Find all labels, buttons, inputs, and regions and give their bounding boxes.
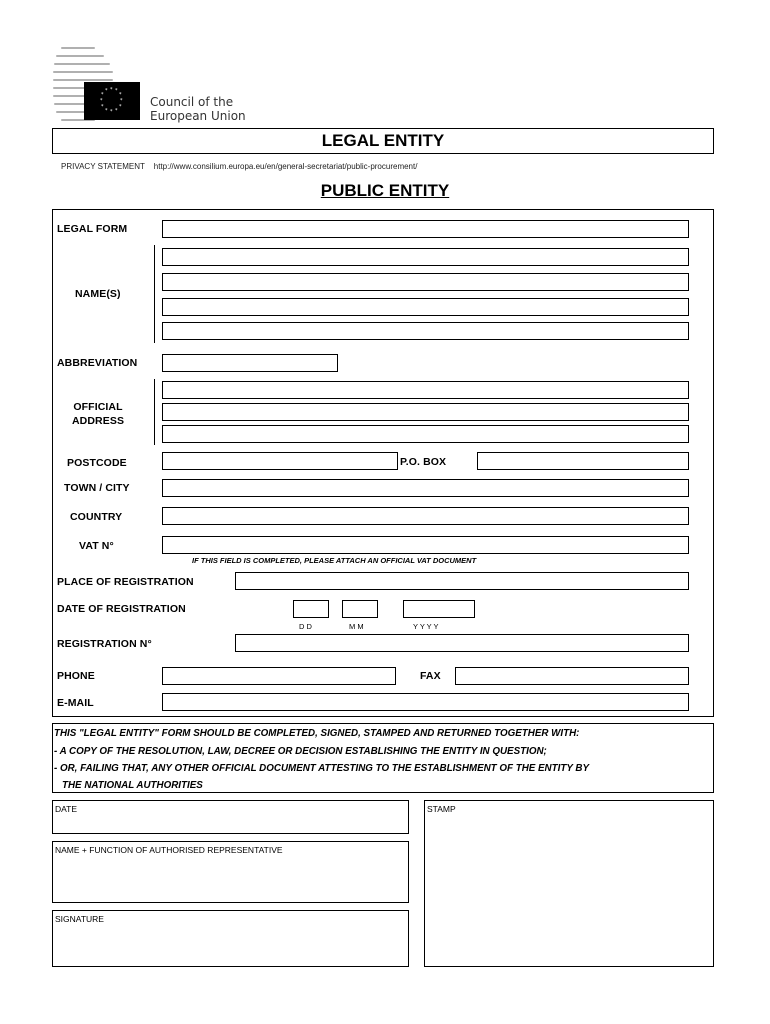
svg-text:*: *: [115, 108, 118, 114]
svg-text:*: *: [100, 98, 103, 104]
privacy-url-link[interactable]: http://www.consilium.europa.eu/en/general-secretariat/public-procurement/: [153, 162, 418, 171]
authorised-representative-box[interactable]: [52, 841, 409, 903]
vat-note: IF THIS FIELD IS COMPLETED, PLEASE ATTACH AN OFFICIAL VAT DOCUMENT: [192, 556, 477, 565]
registration-number-field[interactable]: [235, 634, 689, 652]
svg-text:*: *: [105, 88, 108, 94]
svg-text:*: *: [119, 104, 122, 110]
place-of-registration-field[interactable]: [235, 572, 689, 590]
signature-box-label: SIGNATURE: [55, 914, 104, 924]
phone-field[interactable]: [162, 667, 396, 685]
fax-field[interactable]: [455, 667, 689, 685]
email-field[interactable]: [162, 693, 689, 711]
authorised-representative-label: NAME + FUNCTION OF AUTHORISED REPRESENTATIVE: [55, 845, 283, 855]
registration-day-field[interactable]: [293, 600, 329, 618]
registration-year-field[interactable]: [403, 600, 475, 618]
place-of-registration-label: PLACE OF REGISTRATION: [57, 576, 194, 588]
svg-text:*: *: [115, 88, 118, 94]
date-box-label: DATE: [55, 804, 78, 814]
po-box-field[interactable]: [477, 452, 689, 470]
organisation-name: Council of the European Union: [150, 95, 246, 123]
email-label: E-MAIL: [57, 697, 94, 709]
legal-form-field[interactable]: [162, 220, 689, 238]
address-bracket: [154, 379, 155, 445]
svg-text:*: *: [101, 104, 104, 110]
name-field-4[interactable]: [162, 322, 689, 340]
town-city-label: TOWN / CITY: [64, 482, 130, 494]
name-field-3[interactable]: [162, 298, 689, 316]
town-city-field[interactable]: [162, 479, 689, 497]
svg-text:*: *: [110, 87, 113, 93]
form-title: LEGAL ENTITY: [52, 128, 714, 154]
stamp-box-label: STAMP: [427, 804, 456, 814]
date-of-registration-label: DATE OF REGISTRATION: [57, 603, 186, 615]
form-subtitle: PUBLIC ENTITY: [320, 181, 450, 200]
svg-text:*: *: [119, 92, 122, 98]
svg-text:*: *: [120, 98, 123, 104]
registration-number-label: REGISTRATION N°: [57, 638, 152, 650]
names-bracket: [154, 245, 155, 343]
fax-label: FAX: [420, 670, 441, 682]
abbreviation-label: ABBREVIATION: [57, 357, 138, 369]
month-hint: M M: [349, 622, 364, 631]
instructions-line-4: THE NATIONAL AUTHORITIES: [62, 780, 203, 791]
svg-text:*: *: [105, 108, 108, 114]
day-hint: D D: [299, 622, 312, 631]
instructions-line-2: - A COPY OF THE RESOLUTION, LAW, DECREE OR DECISION ESTABLISHING THE ENTITY IN QUESTION;: [54, 746, 547, 757]
vat-field[interactable]: [162, 536, 689, 554]
registration-month-field[interactable]: [342, 600, 378, 618]
country-label: COUNTRY: [70, 511, 123, 523]
po-box-label: P.O. BOX: [400, 456, 447, 468]
privacy-statement: PRIVACY STATEMENT http://www.consilium.europa.eu/en/general-secretariat/public-procurement/: [61, 162, 418, 171]
name-field-2[interactable]: [162, 273, 689, 291]
eu-flag-icon: [84, 82, 140, 120]
signature-box[interactable]: [52, 910, 409, 967]
address-field-3[interactable]: [162, 425, 689, 443]
names-label: NAME(S): [75, 288, 121, 300]
country-field[interactable]: [162, 507, 689, 525]
legal-form-label: LEGAL FORM: [57, 223, 128, 235]
stamp-box[interactable]: [424, 800, 714, 967]
date-box[interactable]: [52, 800, 409, 834]
instructions-line-1: THIS "LEGAL ENTITY" FORM SHOULD BE COMPLETED, SIGNED, STAMPED AND RETURNED TOGETHER WITH:: [54, 728, 580, 739]
postcode-label: POSTCODE: [67, 457, 127, 469]
svg-text:*: *: [110, 109, 113, 115]
name-field-1[interactable]: [162, 248, 689, 266]
phone-label: PHONE: [57, 670, 95, 682]
instructions-line-3: - OR, FAILING THAT, ANY OTHER OFFICIAL DOCUMENT ATTESTING TO THE ESTABLISHMENT OF THE ENTITY BY: [54, 763, 590, 774]
address-field-1[interactable]: [162, 381, 689, 399]
svg-text:*: *: [101, 92, 104, 98]
address-field-2[interactable]: [162, 403, 689, 421]
year-hint: Y Y Y Y: [413, 622, 439, 631]
postcode-field[interactable]: [162, 452, 398, 470]
official-address-label: OFFICIAL ADDRESS: [72, 401, 125, 427]
vat-label: VAT N°: [79, 540, 114, 552]
abbreviation-field[interactable]: [162, 354, 338, 372]
